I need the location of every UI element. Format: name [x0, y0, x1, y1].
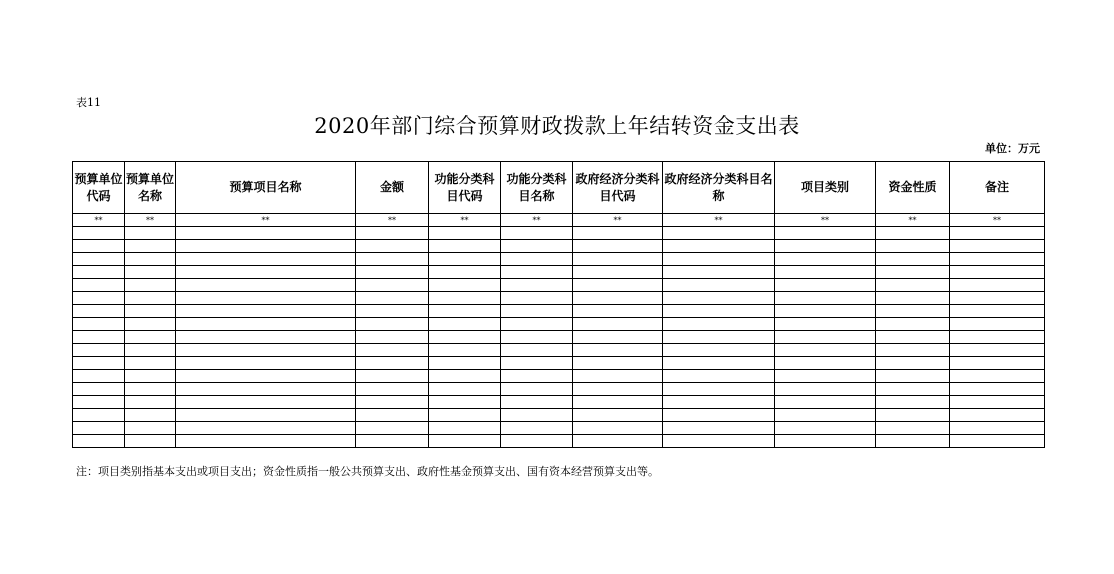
column-header-project-category: 项目类别 — [775, 162, 876, 214]
table-cell — [775, 292, 876, 305]
table-cell — [950, 240, 1045, 253]
table-cell — [876, 279, 950, 292]
table-cell — [125, 396, 176, 409]
table-cell — [775, 318, 876, 331]
table-cell — [663, 344, 775, 357]
table-cell — [356, 422, 429, 435]
column-header-budget-unit-name: 预算单位名称 — [125, 162, 176, 214]
table-cell — [73, 344, 125, 357]
table-cell — [176, 279, 356, 292]
table-cell — [573, 279, 663, 292]
table-row — [73, 383, 1045, 396]
table-cell — [356, 357, 429, 370]
table-cell — [73, 318, 125, 331]
table-cell — [356, 240, 429, 253]
table-cell — [573, 383, 663, 396]
table-cell — [573, 344, 663, 357]
column-header-fund-nature: 资金性质 — [876, 162, 950, 214]
table-cell — [775, 266, 876, 279]
table-cell — [176, 305, 356, 318]
table-cell — [950, 279, 1045, 292]
table-cell — [573, 435, 663, 448]
table-cell — [573, 266, 663, 279]
table-cell — [429, 409, 501, 422]
table-cell — [876, 422, 950, 435]
table-cell — [429, 279, 501, 292]
table-cell — [950, 318, 1045, 331]
table-cell — [125, 383, 176, 396]
table-row — [73, 305, 1045, 318]
table-cell — [775, 409, 876, 422]
marker-cell: ** — [876, 214, 950, 227]
table-cell — [73, 435, 125, 448]
table-cell — [73, 357, 125, 370]
table-cell — [876, 383, 950, 396]
marker-cell: ** — [176, 214, 356, 227]
table-cell — [501, 266, 573, 279]
table-cell — [876, 292, 950, 305]
table-cell — [775, 279, 876, 292]
footnote: 注：项目类别指基本支出或项目支出；资金性质指一般公共预算支出、政府性基金预算支出、国有资本经营预算支出等。 — [76, 465, 659, 478]
table-cell — [73, 422, 125, 435]
table-row — [73, 422, 1045, 435]
table-cell — [356, 227, 429, 240]
table-cell — [125, 370, 176, 383]
table-cell — [573, 409, 663, 422]
table-cell — [125, 279, 176, 292]
table-cell — [356, 253, 429, 266]
table-cell — [356, 383, 429, 396]
table-cell — [950, 331, 1045, 344]
table-cell — [876, 331, 950, 344]
table-cell — [73, 240, 125, 253]
table-cell — [501, 305, 573, 318]
table-cell — [663, 435, 775, 448]
table-cell — [573, 227, 663, 240]
marker-row — [73, 214, 1045, 227]
table-cell — [775, 305, 876, 318]
unit-label: 单位：万元 — [985, 142, 1040, 155]
table-cell — [663, 409, 775, 422]
table-cell — [501, 344, 573, 357]
table-cell — [876, 305, 950, 318]
table-cell — [663, 240, 775, 253]
column-header-remarks: 备注 — [950, 162, 1045, 214]
table-cell — [176, 318, 356, 331]
table-row — [73, 266, 1045, 279]
table-cell — [950, 396, 1045, 409]
table-cell — [429, 266, 501, 279]
table-cell — [775, 422, 876, 435]
table-cell — [663, 370, 775, 383]
marker-cell: ** — [950, 214, 1045, 227]
column-header-functional-name: 功能分类科目名称 — [501, 162, 573, 214]
table-cell — [573, 422, 663, 435]
table-cell — [356, 396, 429, 409]
table-cell — [876, 357, 950, 370]
table-cell — [125, 331, 176, 344]
table-cell — [501, 422, 573, 435]
table-cell — [125, 227, 176, 240]
marker-cell: ** — [663, 214, 775, 227]
table-cell — [775, 253, 876, 266]
table-cell — [573, 240, 663, 253]
table-cell — [176, 383, 356, 396]
table-cell — [125, 357, 176, 370]
table-cell — [950, 435, 1045, 448]
table-cell — [876, 318, 950, 331]
table-cell — [356, 435, 429, 448]
table-cell — [356, 266, 429, 279]
table-cell — [950, 422, 1045, 435]
table-cell — [176, 435, 356, 448]
table-cell — [775, 227, 876, 240]
table-cell — [73, 292, 125, 305]
table-cell — [125, 409, 176, 422]
table-cell — [663, 227, 775, 240]
table-cell — [775, 370, 876, 383]
table-cell — [950, 292, 1045, 305]
table-cell — [663, 331, 775, 344]
table-cell — [501, 227, 573, 240]
table-cell — [73, 266, 125, 279]
table-cell — [573, 305, 663, 318]
table-cell — [176, 331, 356, 344]
table-cell — [176, 396, 356, 409]
marker-cell: ** — [125, 214, 176, 227]
table-cell — [573, 370, 663, 383]
table-cell — [775, 357, 876, 370]
expenditure-table — [72, 161, 1045, 448]
table-cell — [176, 344, 356, 357]
column-header-economic-name: 政府经济分类科目名称 — [663, 162, 775, 214]
marker-cell: ** — [429, 214, 501, 227]
table-cell — [176, 227, 356, 240]
table-cell — [950, 266, 1045, 279]
table-cell — [501, 370, 573, 383]
table-cell — [501, 318, 573, 331]
table-cell — [876, 227, 950, 240]
table-cell — [876, 435, 950, 448]
table-cell — [73, 227, 125, 240]
marker-cell: ** — [356, 214, 429, 227]
table-cell — [73, 370, 125, 383]
table-cell — [501, 396, 573, 409]
table-cell — [775, 344, 876, 357]
table-cell — [73, 331, 125, 344]
table-row — [73, 227, 1045, 240]
table-cell — [663, 279, 775, 292]
table-cell — [876, 409, 950, 422]
table-cell — [663, 422, 775, 435]
table-cell — [501, 279, 573, 292]
table-cell — [775, 396, 876, 409]
table-cell — [429, 383, 501, 396]
table-cell — [950, 357, 1045, 370]
column-header-economic-code: 政府经济分类科目代码 — [573, 162, 663, 214]
table-cell — [73, 383, 125, 396]
column-header-budget-unit-code: 预算单位代码 — [73, 162, 125, 214]
table-cell — [125, 240, 176, 253]
table-cell — [663, 396, 775, 409]
table-cell — [501, 240, 573, 253]
table-cell — [429, 396, 501, 409]
table-cell — [356, 292, 429, 305]
table-cell — [876, 266, 950, 279]
marker-cell: ** — [775, 214, 876, 227]
table-cell — [356, 279, 429, 292]
table-cell — [125, 422, 176, 435]
table-cell — [125, 318, 176, 331]
table-cell — [429, 253, 501, 266]
table-cell — [73, 396, 125, 409]
table-row — [73, 344, 1045, 357]
table-cell — [356, 331, 429, 344]
table-cell — [125, 253, 176, 266]
table-cell — [501, 383, 573, 396]
table-cell — [429, 344, 501, 357]
table-cell — [663, 266, 775, 279]
table-cell — [73, 409, 125, 422]
table-cell — [176, 240, 356, 253]
table-cell — [573, 318, 663, 331]
table-cell — [775, 435, 876, 448]
table-cell — [950, 370, 1045, 383]
column-header-amount: 金额 — [356, 162, 429, 214]
table-cell — [356, 370, 429, 383]
table-cell — [429, 422, 501, 435]
table-cell — [950, 409, 1045, 422]
table-cell — [876, 396, 950, 409]
table-cell — [501, 292, 573, 305]
marker-cell: ** — [501, 214, 573, 227]
table-cell — [176, 292, 356, 305]
table-cell — [950, 253, 1045, 266]
table-row — [73, 331, 1045, 344]
table-cell — [573, 357, 663, 370]
column-header-budget-project-name: 预算项目名称 — [176, 162, 356, 214]
table-row — [73, 292, 1045, 305]
table-cell — [429, 305, 501, 318]
table-row — [73, 279, 1045, 292]
table-cell — [125, 344, 176, 357]
table-cell — [356, 318, 429, 331]
table-cell — [356, 344, 429, 357]
table-cell — [501, 357, 573, 370]
table-cell — [429, 357, 501, 370]
table-cell — [73, 279, 125, 292]
table-cell — [429, 370, 501, 383]
table-cell — [663, 383, 775, 396]
table-cell — [663, 357, 775, 370]
table-cell — [176, 409, 356, 422]
table-cell — [876, 253, 950, 266]
marker-cell: ** — [573, 214, 663, 227]
table-cell — [125, 266, 176, 279]
table-cell — [775, 240, 876, 253]
table-cell — [176, 266, 356, 279]
marker-cell: ** — [73, 214, 125, 227]
table-cell — [73, 253, 125, 266]
table-cell — [176, 422, 356, 435]
table-cell — [950, 227, 1045, 240]
table-row — [73, 357, 1045, 370]
table-row — [73, 370, 1045, 383]
table-cell — [429, 331, 501, 344]
table-cell — [876, 370, 950, 383]
table-cell — [501, 409, 573, 422]
table-cell — [663, 318, 775, 331]
table-cell — [501, 331, 573, 344]
column-header-functional-code: 功能分类科目代码 — [429, 162, 501, 214]
table-cell — [429, 227, 501, 240]
table-cell — [876, 344, 950, 357]
table-cell — [775, 383, 876, 396]
table-cell — [663, 253, 775, 266]
table-cell — [356, 305, 429, 318]
table-cell — [429, 435, 501, 448]
table-cell — [573, 292, 663, 305]
table-row — [73, 409, 1045, 422]
table-row — [73, 253, 1045, 266]
table-cell — [950, 305, 1045, 318]
table-cell — [573, 396, 663, 409]
table-cell — [950, 383, 1045, 396]
table-cell — [876, 240, 950, 253]
table-cell — [950, 344, 1045, 357]
table-cell — [663, 305, 775, 318]
table-cell — [501, 253, 573, 266]
table-row — [73, 318, 1045, 331]
table-row — [73, 435, 1045, 448]
table-number: 表11 — [76, 96, 101, 109]
table-cell — [429, 292, 501, 305]
table-cell — [573, 331, 663, 344]
table-cell — [775, 331, 876, 344]
table-cell — [73, 305, 125, 318]
table-cell — [125, 305, 176, 318]
header-row — [73, 162, 1045, 214]
table-cell — [429, 240, 501, 253]
table-row — [73, 396, 1045, 409]
table-cell — [429, 318, 501, 331]
table-cell — [176, 357, 356, 370]
table-cell — [501, 435, 573, 448]
table-cell — [125, 435, 176, 448]
table-row — [73, 240, 1045, 253]
table-cell — [176, 253, 356, 266]
table-cell — [356, 409, 429, 422]
table-cell — [573, 253, 663, 266]
table-cell — [663, 292, 775, 305]
page-title: 2020年部门综合预算财政拨款上年结转资金支出表 — [314, 114, 800, 138]
table-cell — [176, 370, 356, 383]
table-cell — [125, 292, 176, 305]
